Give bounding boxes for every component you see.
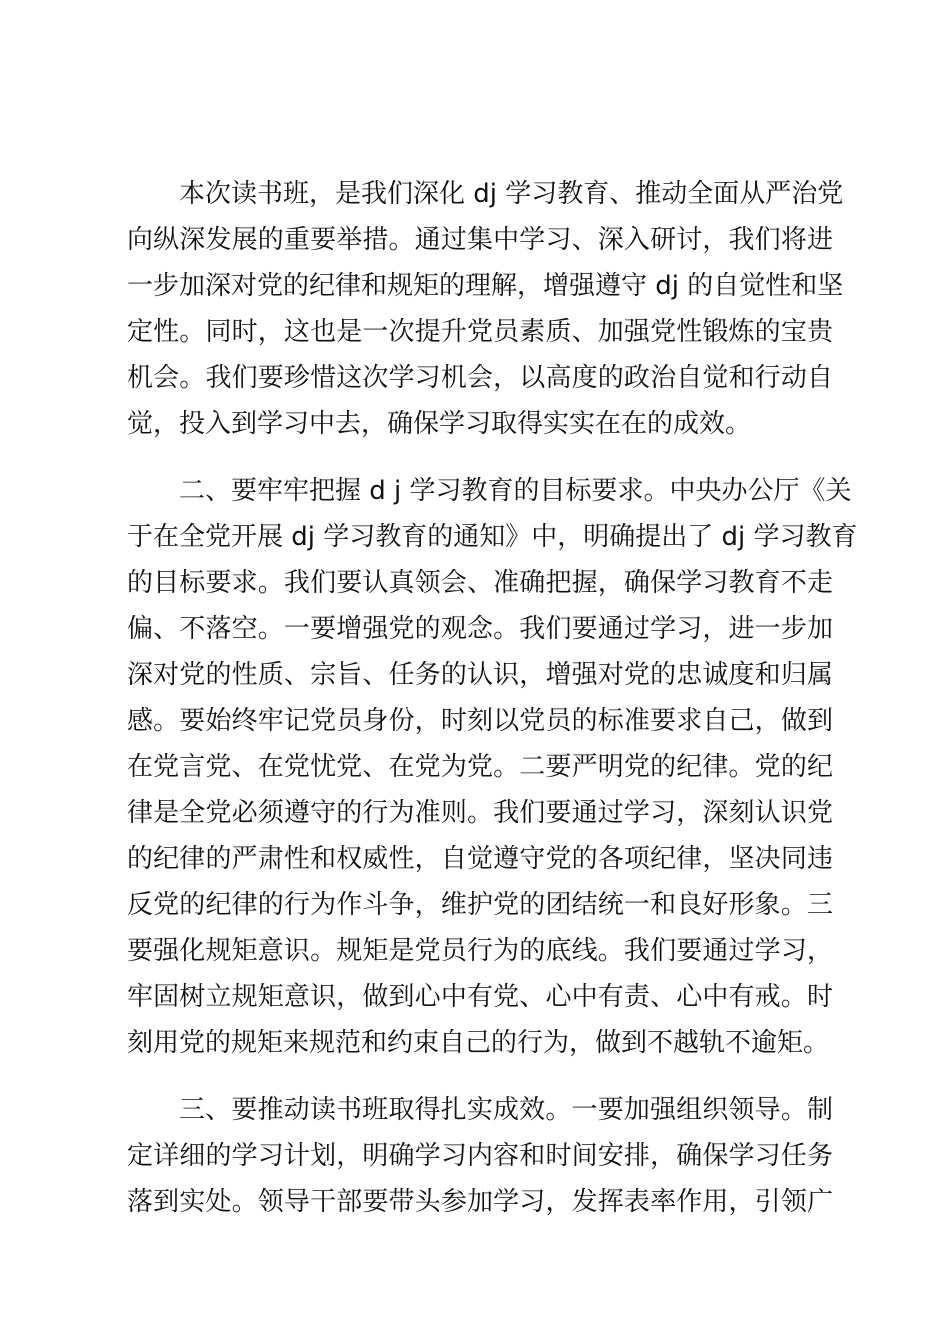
text-line: 向纵深发展的重要举措。通过集中学习、深入研讨，我们将进 [127,225,833,255]
text-line: 律是全党必须遵守的行为准则。我们要通过学习，深刻认识党 [127,798,833,828]
text-line: 反党的纪律的行为作斗争，维护党的团结统一和良好形象。三 [127,890,833,920]
text-line: 的目标要求。我们要认真领会、准确把握，确保学习教育不走 [127,568,833,598]
document-body [127,171,858,1246]
text-line: 牢固树立规矩意识，做到心中有党、心中有责、心中有戒。时 [127,982,833,1012]
text-line: 定详细的学习计划，明确学习内容和时间安排，确保学习任务 [127,1141,833,1171]
text-line: 感。要始终牢记党员身份，时刻以党员的标准要求自己，做到 [127,706,833,736]
text-line: 在党言党、在党忧党、在党为党。二要严明党的纪律。党的纪 [127,752,833,782]
text-line: 本次读书班，是我们深化 dj 学习教育、推动全面从严治党 [179,179,844,209]
text-line: 觉，投入到学习中去，确保学习取得实实在在的成效。 [127,409,752,439]
text-line: 定性。同时，这也是一次提升党员素质、加强党性锻炼的宝贵 [127,317,833,347]
text-line: 机会。我们要珍惜这次学习机会，以高度的政治自觉和行动自 [127,363,833,393]
paragraph-2 [127,468,858,1066]
text-line: 二、要牢牢把握 d j 学习教育的目标要求。中央办公厅《关 [179,476,852,506]
text-line: 三、要推动读书班取得扎实成效。一要加强组织领导。制 [179,1095,833,1125]
text-line: 偏、不落空。一要增强党的观念。我们要通过学习，进一步加 [127,614,833,644]
text-line: 深对党的性质、宗旨、任务的认识，增强对党的忠诚度和归属 [127,660,833,690]
text-line: 的纪律的严肃性和权威性，自觉遵守党的各项纪律，坚决同违 [127,844,833,874]
text-line: 刻用党的规矩来规范和约束自己的行为，做到不越轨不逾矩。 [127,1028,830,1058]
text-line: 要强化规矩意识。规矩是党员行为的底线。我们要通过学习， [127,936,833,966]
paragraph-3 [127,1087,833,1225]
paragraph-1 [127,171,844,447]
text-line: 于在全党开展 dj 学习教育的通知》中，明确提出了 dj 学习教育 [127,522,858,552]
text-line: 落到实处。领导干部要带头参加学习，发挥表率作用，引领广 [127,1187,833,1217]
text-line: 一步加深对党的纪律和规矩的理解，增强遵守 dj 的自觉性和坚 [127,271,844,301]
